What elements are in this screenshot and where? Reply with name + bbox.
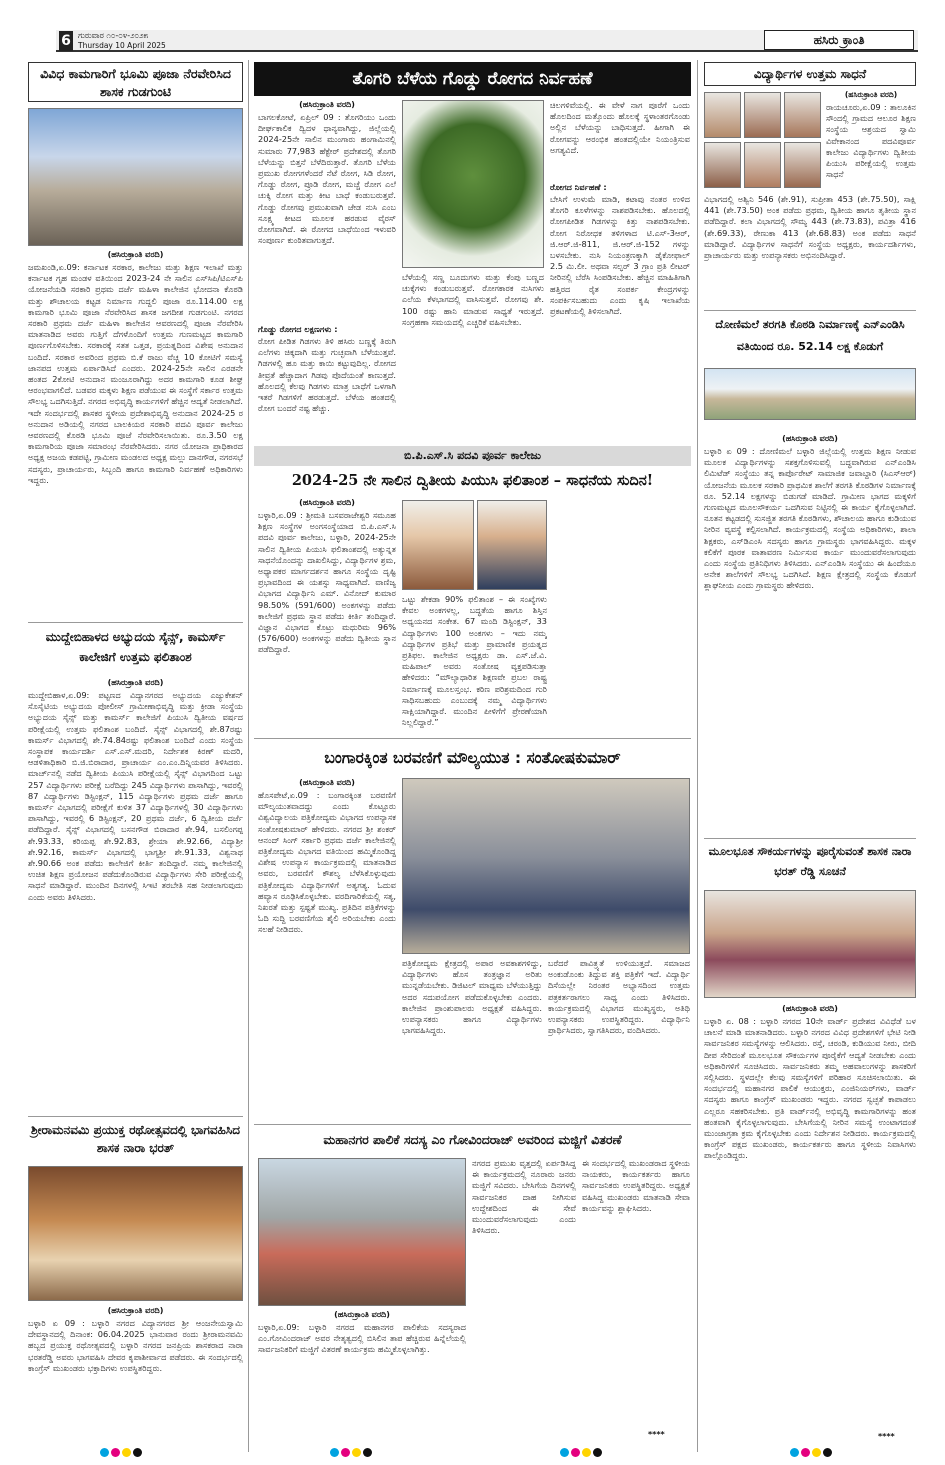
yellow-dot	[812, 1448, 821, 1457]
divider-f	[704, 838, 916, 839]
registration-dots-middle	[330, 1442, 374, 1461]
black-dot	[823, 1448, 832, 1457]
photo-mla-visit	[704, 890, 916, 998]
byline-a2: (ಹಸಿರುಕ್ರಾಂತಿ ವರದಿ)	[107, 678, 164, 687]
body-b2: ಒಟ್ಟು ಶೇಕಡಾ 90% ಫಲಿತಾಂಶ – ಈ ಸಂಖ್ಯೆಗಳು ಕೇವಲ ಅಂಕಗಳಲ್ಲ, ಬದ್ಧತೆಯ ಹಾಗೂ ಶಿಸ್ತಿನ ಅಧ್ಯಯನದ ಸಂಕೇತ. 67 ಮಂದಿ ಡಿಸ್ಟಿಂಕ್ಷನ್, 33 ವಿದ್ಯಾರ್ಥಿಗಳು 100 ಅಂಕಗಳು – ಇದು ನಮ್ಮ ವಿದ್ಯಾರ್ಥಿಗಳ ಪ್ರತಿಭೆ ಮತ್ತು ಪ್ರಾಮಾಣಿಕ ಪ್ರಯತ್ನದ ಪ್ರತಿಫಲ. ಕಾಲೇಜಿನ ಅಧ್ಯಕ್ಷರು ಡಾ. ಎಸ್.ಜೆ.ವಿ. ಮಹಿಪಾಲ್ ಅವರು ಸಂತೋಷ ವ್ಯಕ್ತಪಡಿಸುತ್ತಾ ಹೇಳಿದರು: “ಮೌಲ್ಯಾಧಾರಿತ ಶಿಕ್ಷಣವೇ ಪ್ರಬಲ ರಾಷ್ಟ್ರ ನಿರ್ಮಾಣಕ್ಕೆ ಮೂಲಸ್ತಂಭ. ಕಠಿಣ ಪರಿಶ್ರಮದಿಂದ ಗುರಿ ಸಾಧಿಸಬಹುದು ಎಂಬುದಕ್ಕೆ ನಮ್ಮ ವಿದ್ಯಾರ್ಥಿಗಳು ಸಾಕ್ಷಿಯಾಗಿದ್ದಾರೆ. ಮುಂದಿನ ಪೀಳಿಗೆಗೆ ಪ್ರೇರಣೆಯಾಗಿ ನಿಲ್ಲಲಿದ್ದಾರೆ.”	[402, 594, 547, 728]
body-d1: ಬಳ್ಳಾರಿ,ಏ.09: ಬಳ್ಳಾರಿ ನಗರದ ಮಹಾನಗರ ಪಾಲಿಕೆಯ ಸದಸ್ಯರಾದ ಎಂ.ಗೋವಿಂದರಾಜ್ ಅವರ ನೇತೃತ್ವದಲ್ಲಿ ಬಿಸಿಲಿನ ತಾಪ ಹೆಚ್ಚಿರುವ ಹಿನ್ನೆಲೆಯಲ್ಲಿ ಸಾರ್ವಜನಿಕರಿಗೆ ಮಜ್ಜಿಗೆ ವಿತರಣೆ ಕಾರ್ಯಕ್ರಮ ಹಮ್ಮಿಕೊಳ್ಳಲಾಗಿತ್ತು.	[258, 1322, 466, 1355]
body-b1: ಬಳ್ಳಾರಿ,ಏ.09 : ಶ್ರೀಮತಿ ಬಸವರಾಜೇಶ್ವರಿ ಸಮೂಹ ಶಿಕ್ಷಣ ಸಂಸ್ಥೆಗಳ ಅಂಗಸಂಸ್ಥೆಯಾದ ಬಿ.ಪಿ.ಎಸ್.ಸಿ ಪದವಿ ಪೂರ್ವ ಕಾಲೇಜು, ಬಳ್ಳಾರಿ, 2024-25ನೇ ಸಾಲಿನ ದ್ವಿತೀಯ ಪಿಯುಸಿ ಫಲಿತಾಂಶದಲ್ಲಿ ಅತ್ಯುನ್ನತ ಸಾಧನೆಯೊಂದನ್ನು ದಾಖಲಿಸಿದ್ದು, ವಿದ್ಯಾರ್ಥಿಗಳ ಶ್ರಮ, ಅಧ್ಯಾಪಕರ ಮಾರ್ಗದರ್ಶನ ಹಾಗೂ ಸಂಸ್ಥೆಯ ದೃಷ್ಟಿ ಪ್ರಭಾವದಿಂದ ಈ ಯಶಸ್ಸು ಸಾಧ್ಯವಾಗಿದೆ. ವಾಣಿಜ್ಯ ವಿಭಾಗದ ವಿದ್ಯಾರ್ಥಿನಿ ಎಮ್. ವಿನೋದ್ ಕುಮಾರ 98.50% (591/600) ಅಂಕಗಳನ್ನು ಪಡೆದು ಕಾಲೇಜಿಗೆ ಪ್ರಥಮ ಸ್ಥಾನ ಪಡೆದು ಕೀರ್ತಿ ತಂದಿದ್ದಾರೆ. ವಿಜ್ಞಾನ ವಿಭಾಗದ ಕೊಟ್ರು ಮಧುರಿಮ 96% (576/600) ಅಂಕಗಳನ್ನು ಪಡೆದು ದ್ವಿತೀಯ ಸ್ಥಾನ ಪಡೆದಿದ್ದಾರೆ.	[258, 510, 396, 655]
body-c2: ಪತ್ರಿಕೋದ್ಯಮ ಕ್ಷೇತ್ರದಲ್ಲಿ ಅಪಾರ ಅವಕಾಶಗಳಿದ್ದು, ವಿದ್ಯಾರ್ಥಿಗಳು ಹೊಸ ತಂತ್ರಜ್ಞಾನ ಅರಿತು ಮುನ್ನಡೆಯಬೇಕು. ಡಿಜಿಟಲ್ ಮಾಧ್ಯಮ ಬೆಳೆಯುತ್ತಿದ್ದು ಅದರ ಸದುಪಯೋಗ ಪಡೆದುಕೊಳ್ಳಬೇಕು ಎಂದರು. ಕಾಲೇಜಿನ ಪ್ರಾಂಶುಪಾಲರು ಅಧ್ಯಕ್ಷತೆ ವಹಿಸಿದ್ದರು. ಉಪನ್ಯಾಸಕರು ಹಾಗೂ ವಿದ್ಯಾರ್ಥಿಗಳು ಭಾಗವಹಿಸಿದ್ದರು.	[402, 958, 542, 1036]
cyan-dot	[560, 1448, 569, 1457]
byline-e: (ಹಸಿರುಕ್ರಾಂತಿ ವರದಿ)	[844, 90, 898, 99]
body-a1: ಜಮಖಂಡಿ,ಏ.09: ಕರ್ನಾಟಕ ಸರಕಾರ, ಕಾಲೇಜು ಮತ್ತು ಶಿಕ್ಷಣ ಇಲಾಖೆ ಮತ್ತು ಕರ್ನಾಟಕ ಗೃಹ ಮಂಡಳ ವತಿಯಿಂದ 2023-24 ನೇ ಸಾಲಿನ ಎಸ್‌ಸಿಪಿ/ಟಿಎಸ್‌ಪಿ ಯೋಜನೆಯಡಿ ಸರಕಾರಿ ಪ್ರಥಮ ದರ್ಜೆ ಮಹಿಳಾ ಕಾಲೇಜಿನ ಭೋದನಾ ಕೊಠಡಿ ಮತ್ತು ಶೌಚಾಲಯ ಕಟ್ಟಡ ನಿರ್ಮಾಣ ಗುದ್ದಲಿ ಪೂಜಾ ರೂ.114.00 ಲಕ್ಷ ಕಾಮಗಾರಿ ಭೂಮಿ ಪೂಜಾ ನೆರವೇರಿಸಿದ ಶಾಸಕ ಜಗದೀಶ ಗುಡಗುಂಟಿ. ನಗರದ ಸರಕಾರಿ ಪ್ರಥಮ ದರ್ಜೆ ಮಹಿಳಾ ಕಾಲೇಜಿನ ಆವರಣದಲ್ಲಿ ಪೂಜಾ ನೆರವೇರಿಸಿ ಮಾತನಾಡಿದ ಅವರು ಗುತ್ತಿಗೆ ದೆಗಳೊಂದಿಗೆ ಉತ್ತಮ ಗುಣಮಟ್ಟದ ಕಾಮಗಾರಿ ಪೂರ್ಣಗೊಳಿಸಬೇಕು. ಸರಕಾರಕ್ಕೆ ಸತತ ಒತ್ತಡ, ಪ್ರಯತ್ನದಿಂದ ವಿಶೇಷ ಅನುದಾನ ಬಂದಿದೆ. ಸರಕಾರ ಅವರಿಂದ ಪ್ರಥಮ ಬಿ.ಕೆ ರಾಜು ವೆಚ್ಚ 10 ಕೋಟಿಗೆ ಸಮಸ್ಯೆ ಜಾನಪದ ಉತ್ತಮ ಏರ್ಪಾಡಿಸಿದೆ ಎಂದರು. 2024-25ನೇ ಸಾಲಿನ ಎರಡನೇ ಹಂತದ 2ಕೋಟಿ ಅನುದಾನ ಮಂಜೂರಾಗಿದ್ದು ಅದರ ಕಾಮಗಾರಿ ಕೂಡ ಶೀಘ್ರ ಆರಂಭವಾಗಲಿದೆ. ಬಡವರ ಮಕ್ಕಳು ಶಿಕ್ಷಣ ಪಡೆಯುವ ಈ ಸಂಸ್ಥೆಗೆ ಸರ್ಕಾರ ಉತ್ತಮ ಸೌಲಭ್ಯ ಒದಗಿಸುತ್ತಿದೆ. ನಗರದ ಅಭಿವೃದ್ಧಿ ಕಾರ್ಯಗಳಿಗೆ ಹೆಚ್ಚಿನ ಆದ್ಯತೆ ನೀಡಲಾಗಿದೆ. ಇದೇ ಸಂದರ್ಭದಲ್ಲಿ ಶಾಸಕರ ಸ್ಥಳೀಯ ಪ್ರದೇಶಾಭಿವೃದ್ಧಿ ಅನುದಾನ 2024-25 ರ ಅನುದಾನ ಅಡಿಯಲ್ಲಿ ನಗರದ ಬಾಲಕಿಯರ ಸರಕಾರಿ ಪದವಿ ಪೂರ್ವ ಕಾಲೇಜು ಆವರಣದಲ್ಲಿ ಕೊಠಡಿ ಭೂಮಿ ಪೂಜೆ ನೆರವೇರಿಸಲಾಯಿತು. ರೂ.3.50 ಲಕ್ಷ ಕಾಮಗಾರಿಯ ಪೂಜಾ ಸಮಾರಂಭ ನೆರವೇರಿಸಿದರು. ನಗರ ಯೋಜನಾ ಪ್ರಾಧಿಕಾರದ ಅಧ್ಯಕ್ಷ ಅಜಯ ಕಡಪಟ್ಟಿ, ಗ್ರಾಮೀಣ ಮಂಡಲದ ಅಧ್ಯಕ್ಷ ಮಲ್ಲು ದಾನಗೌಡ, ನಗರಸಭೆ ಸದಸ್ಯರು, ಪ್ರಾಚಾರ್ಯರು, ಸಿಬ್ಬಂದಿ ಹಾಗೂ ಕಾಮಗಾರಿ ನಿರ್ವಹಣೆ ಅಧಿಕಾರಿಗಳು ಇದ್ದರು.	[28, 262, 243, 485]
magenta-dot	[571, 1448, 580, 1457]
magenta-dot	[111, 1448, 120, 1457]
body-m3: ಬೆಳೆಯಲ್ಲಿ ಸಣ್ಣ ಬೂದುಗಳು ಮತ್ತು ಕೆಂಪು ಬಣ್ಣದ ಚುಕ್ಕೆಗಳು ಕಂಡುಬರುತ್ತವೆ. ರೋಗಕಾರಕ ನುಸಿಗಳು ಎಲೆಯ ಕೆಳಭಾಗದಲ್ಲಿ ವಾಸಿಸುತ್ತವೆ. ರೋಗವು ಶೇ. 100 ರಷ್ಟು ಹಾನಿ ಮಾಡುವ ಸಾಧ್ಯತೆ ಇರುತ್ತದೆ. ಸಂಗ್ರಹಣಾ ಸಮಯದಲ್ಲಿ ಎಚ್ಚರಿಕೆ ವಹಿಸಬೇಕು.	[402, 272, 544, 327]
headline-muddebihal-college: ಮುದ್ದೇಬಿಹಾಳದ ಅಭ್ಯುದಯ ಸೈನ್ಸ್, ಕಾಮರ್ಸ್ ಕಾಲೇಜಿಗೆ ಉತ್ತಮ ಫಲಿತಾಂಶ	[45, 630, 226, 664]
registration-dots-left	[100, 1442, 144, 1461]
photo-togari-plant	[402, 100, 544, 268]
student-photo-3	[784, 92, 821, 138]
end-mark-g: ****	[878, 1432, 895, 1441]
photo-topper-student-2	[477, 500, 547, 590]
magenta-dot	[801, 1448, 810, 1457]
byline-a1: (ಹಸಿರುಕ್ರಾಂತಿ ವರದಿ)	[107, 250, 164, 259]
body-d2: ನಗರದ ಪ್ರಮುಖ ವೃತ್ತದಲ್ಲಿ ಏರ್ಪಡಿಸಿದ್ದ ಈ ಕಾರ್ಯಕ್ರಮದಲ್ಲಿ ನೂರಾರು ಜನರು ಮಜ್ಜಿಗೆ ಸವಿದರು. ಬೇಸಿಗೆಯ ದಿನಗಳಲ್ಲಿ ಸಾರ್ವಜನಿಕರ ದಾಹ ನೀಗಿಸುವ ಉದ್ದೇಶದಿಂದ ಈ ಸೇವೆ ಮುಂದುವರೆಸಲಾಗುವುದು ಎಂದು ತಿಳಿಸಿದರು.	[472, 1158, 576, 1236]
black-dot	[363, 1448, 372, 1457]
headline-writing-value: ಬಂಗಾರಕ್ಕಿಂತ ಬರವಣಿಗೆ ಮೌಲ್ಯಯುತ : ಸಂತೋಷಕುಮಾರ್	[324, 749, 621, 767]
body-m5: ಬೇಸಿಗೆ ಉಳುಮೆ ಮಾಡಿ, ಕಟಾವು ನಂತರ ಉಳಿದ ತೊಗರಿ ಕೂಳೆಗಳನ್ನು ನಾಶಪಡಿಸಬೇಕು. ಹೊಲದಲ್ಲಿ ರೋಗಪೀಡಿತ ಗಿಡಗಳನ್ನು ಕಿತ್ತು ನಾಶಪಡಿಸಬೇಕು. ರೋಗ ನಿರೋಧಕ ತಳಿಗಳಾದ ಟಿ.ಎಸ್-3ಆರ್, ಜಿ.ಆರ್.ಜಿ-811, ಜಿ.ಆರ್.ಜಿ-152 ಗಳನ್ನು ಬಳಸಬೇಕು. ನುಸಿ ನಿಯಂತ್ರಣಕ್ಕಾಗಿ ಡೈಕೋಫಾಲ್ 2.5 ಮಿ.ಲೀ. ಅಥವಾ ಸಲ್ಫರ್ 3 ಗ್ರಾಂ ಪ್ರತಿ ಲೀಟರ್ ನೀರಿನಲ್ಲಿ ಬೆರೆಸಿ ಸಿಂಪಡಿಸಬೇಕು. ಹೆಚ್ಚಿನ ಮಾಹಿತಿಗಾಗಿ ಹತ್ತಿರದ ರೈತ ಸಂಪರ್ಕ ಕೇಂದ್ರಗಳನ್ನು ಸಂಪರ್ಕಿಸಬಹುದು ಎಂದು ಕೃಷಿ ಇಲಾಖೆಯ ಪ್ರಕಟಣೆಯಲ್ಲಿ ತಿಳಿಸಲಾಗಿದೆ.	[550, 194, 690, 317]
headline-bhoomi-pooja: ವಿವಿಧ ಕಾಮಗಾರಿಗೆ ಭೂಮಿ ಪೂಜಾ ನೆರವೇರಿಸಿದ ಶಾಸಕ ಗುಡಗುಂಟಿ	[28, 62, 243, 102]
yellow-dot	[582, 1448, 591, 1457]
student-photo-1	[704, 92, 741, 138]
black-dot	[593, 1448, 602, 1457]
divider-a1	[28, 622, 243, 623]
photo-ramanavami	[28, 1166, 243, 1301]
body-f: ಬಳ್ಳಾರಿ ಏ 09 : ದೋಣಿಮಲೆ ಬಳ್ಳಾರಿ ಜಿಲ್ಲೆಯಲ್ಲಿ ಉತ್ತಮ ಶಿಕ್ಷಣ ನೀಡುವ ಮೂಲಕ ವಿದ್ಯಾರ್ಥಿಗಳನ್ನು ಸಶಕ್ತಗೊಳಿಸುವಲ್ಲಿ ಬದ್ಧವಾಗಿರುವ ಎನ್‌ಎಂಡಿಸಿ ಲಿಮಿಟೆಡ್ ಸಂಸ್ಥೆಯು ತನ್ನ ಕಾರ್ಪೊರೇಟ್ ಸಾಮಾಜಿಕ ಜವಾಬ್ದಾರಿ (ಸಿಎಸ್‌ಆರ್) ಯೋಜನೆಯ ಮೂಲಕ ಸರಕಾರಿ ಪ್ರಾಥಮಿಕ ಶಾಲೆಗೆ ತರಗತಿ ಕೊಠಡಿಗಳ ನಿರ್ಮಾಣಕ್ಕೆ ರೂ. 52.14 ಲಕ್ಷಗಳನ್ನು ಬಿಡುಗಡೆ ಮಾಡಿದೆ. ಗ್ರಾಮೀಣ ಭಾಗದ ಮಕ್ಕಳಿಗೆ ಗುಣಮಟ್ಟದ ಮೂಲಸೌಕರ್ಯ ಒದಗಿಸುವ ನಿಟ್ಟಿನಲ್ಲಿ ಈ ಕಾರ್ಯ ಕೈಗೊಳ್ಳಲಾಗಿದೆ. ನೂತನ ಕಟ್ಟಡದಲ್ಲಿ ಸುಸಜ್ಜಿತ ತರಗತಿ ಕೊಠಡಿಗಳು, ಶೌಚಾಲಯ ಹಾಗೂ ಕುಡಿಯುವ ನೀರಿನ ವ್ಯವಸ್ಥೆ ಕಲ್ಪಿಸಲಾಗಿದೆ. ಕಾರ್ಯಕ್ರಮದಲ್ಲಿ ಸಂಸ್ಥೆಯ ಅಧಿಕಾರಿಗಳು, ಶಾಲಾ ಶಿಕ್ಷಕರು, ಎಸ್‌ಡಿಎಂಸಿ ಸದಸ್ಯರು ಹಾಗೂ ಗ್ರಾಮಸ್ಥರು ಭಾಗವಹಿಸಿದ್ದರು. ಮಕ್ಕಳ ಕಲಿಕೆಗೆ ಪೂರಕ ವಾತಾವರಣ ನಿರ್ಮಿಸುವ ಕಾರ್ಯ ಮುಂದುವರೆಸಲಾಗುವುದು ಎಂದು ಸಂಸ್ಥೆಯ ಪ್ರತಿನಿಧಿಗಳು ತಿಳಿಸಿದರು. ಎನ್‌ಎಂಡಿಸಿ ಸಂಸ್ಥೆಯು ಈ ಹಿಂದೆಯೂ ಅನೇಕ ಶಾಲೆಗಳಿಗೆ ಸೌಲಭ್ಯ ಒದಗಿಸಿದೆ. ಶಿಕ್ಷಣ ಕ್ಷೇತ್ರದಲ್ಲಿ ಸಂಸ್ಥೆಯ ಕೊಡುಗೆ ಶ್ಲಾಘನೀಯ ಎಂದು ಗ್ರಾಮಸ್ಥರು ಹೇಳಿದರು.	[704, 446, 916, 591]
tag-bpsc-college: ಬಿ.ಪಿ.ಎಸ್.ಸಿ ಪದವಿ ಪೂರ್ವ ಕಾಲೇಜು	[254, 446, 691, 466]
byline-c: (ಹಸಿರುಕ್ರಾಂತಿ ವರದಿ)	[299, 778, 355, 787]
page-number: 6	[59, 31, 73, 51]
headline-basic-amenities: ಮೂಲಭೂತ ಸೌಕರ್ಯಗಳನ್ನು ಪೂರೈಸುವಂತೆ ಶಾಸಕ ನಾರಾ ಭರತ್ ರೆಡ್ಡಿ ಸೂಚನೆ	[708, 845, 912, 878]
body-g: ಬಳ್ಳಾರಿ ಏ. 08 : ಬಳ್ಳಾರಿ ನಗರದ 10ನೇ ವಾರ್ಡ್ ಪ್ರದೇಶದ ವಿವಿಧೆಡೆ ಬಳ ಚಾಲನೆ ಮಾಡಿ ಮಾತನಾಡಿದರು. ಬಳ್ಳಾರಿ ನಗರದ ವಿವಿಧ ಪ್ರದೇಶಗಳಿಗೆ ಭೇಟಿ ನೀಡಿ ಸಾರ್ವಜನಿಕರ ಸಮಸ್ಯೆಗಳನ್ನು ಆಲಿಸಿದರು. ರಸ್ತೆ, ಚರಂಡಿ, ಕುಡಿಯುವ ನೀರು, ಬೀದಿ ದೀಪ ಸೇರಿದಂತೆ ಮೂಲಭೂತ ಸೌಕರ್ಯಗಳ ಪೂರೈಕೆಗೆ ಆದ್ಯತೆ ನೀಡಬೇಕು ಎಂದು ಅಧಿಕಾರಿಗಳಿಗೆ ಸೂಚಿಸಿದರು. ಸಾರ್ವಜನಿಕರು ತಮ್ಮ ಅಹವಾಲುಗಳನ್ನು ಶಾಸಕರಿಗೆ ಸಲ್ಲಿಸಿದರು. ಸ್ಥಳದಲ್ಲೇ ಕೆಲವು ಸಮಸ್ಯೆಗಳಿಗೆ ಪರಿಹಾರ ಸೂಚಿಸಲಾಯಿತು. ಈ ಸಂದರ್ಭದಲ್ಲಿ ಮಹಾನಗರ ಪಾಲಿಕೆ ಆಯುಕ್ತರು, ಎಂಜಿನಿಯರ್‌ಗಳು, ವಾರ್ಡ್ ಸದಸ್ಯರು ಹಾಗೂ ಕಾಂಗ್ರೆಸ್ ಮುಖಂಡರು ಇದ್ದರು. ನಗರದ ಸ್ವಚ್ಛತೆ ಕಾಪಾಡಲು ಎಲ್ಲರೂ ಸಹಕರಿಸಬೇಕು. ಪ್ರತಿ ವಾರ್ಡ್‌ನಲ್ಲಿ ಅಭಿವೃದ್ಧಿ ಕಾಮಗಾರಿಗಳನ್ನು ಹಂತ ಹಂತವಾಗಿ ಕೈಗೊಳ್ಳಲಾಗುವುದು. ಬೇಸಿಗೆಯಲ್ಲಿ ನೀರಿನ ಸಮಸ್ಯೆ ಉಂಟಾಗದಂತೆ ಮುಂಜಾಗ್ರತಾ ಕ್ರಮ ಕೈಗೊಳ್ಳಬೇಕು ಎಂದು ನಿರ್ದೇಶನ ನೀಡಿದರು. ಕಾರ್ಯಕ್ರಮದಲ್ಲಿ ಕಾಂಗ್ರೆಸ್ ಪಕ್ಷದ ಮುಖಂಡರು, ಕಾರ್ಯಕರ್ತರು ಹಾಗೂ ಸ್ಥಳೀಯ ನಿವಾಸಿಗಳು ಪಾಲ್ಗೊಂಡಿದ್ದರು.	[704, 1016, 916, 1161]
cyan-dot	[330, 1448, 339, 1457]
byline-m: (ಹಸಿರುಕ್ರಾಂತಿ ವರದಿ)	[299, 100, 355, 109]
body-m2: ರೋಗ ಪೀಡಿತ ಗಿಡಗಳು ತಿಳಿ ಹಸಿರು ಬಣ್ಣಕ್ಕೆ ತಿರುಗಿ ಎಲೆಗಳು ಚಿಕ್ಕದಾಗಿ ಮತ್ತು ಗುಚ್ಛವಾಗಿ ಬೆಳೆಯುತ್ತವೆ. ಗಿಡಗಳಲ್ಲಿ ಹೂ ಮತ್ತು ಕಾಯಿ ಕಟ್ಟುವುದಿಲ್ಲ. ರೋಗದ ತೀವ್ರತೆ ಹೆಚ್ಚಾದಾಗ ಗಿಡವು ಪೊದೆಯಂತೆ ಕಾಣುತ್ತದೆ. ಹೊಲದಲ್ಲಿ ಕೆಲವು ಗಿಡಗಳು ಮಾತ್ರ ಬಾಧೆಗೆ ಒಳಗಾಗಿ ಇತರೆ ಗಿಡಗಳಿಗೆ ಹರಡುತ್ತದೆ. ಬೆಳೆಯ ಹಂತದಲ್ಲಿ ರೋಗ ಬಂದರೆ ನಷ್ಟ ಹೆಚ್ಚು.	[258, 336, 396, 414]
photo-buttermilk-event	[258, 1158, 466, 1306]
photo-bhoomi-pooja	[28, 108, 243, 246]
body-c3: ಬರೆದರೆ ಪಾವಿತ್ರ್ಯತೆ ಉಳಿಯುತ್ತದೆ. ಸಮಾಜದ ಅಂಕುಡೊಂಕು ತಿದ್ದುವ ಶಕ್ತಿ ಪತ್ರಿಕೆಗೆ ಇದೆ. ವಿದ್ಯಾರ್ಥಿ ದಿಸೆಯಲ್ಲೇ ನಿರಂತರ ಅಭ್ಯಾಸದಿಂದ ಉತ್ತಮ ಪತ್ರಕರ್ತರಾಗಲು ಸಾಧ್ಯ ಎಂದು ತಿಳಿಸಿದರು. ಕಾರ್ಯಕ್ರಮದಲ್ಲಿ ವಿಭಾಗದ ಮುಖ್ಯಸ್ಥರು, ಅತಿಥಿ ಉಪನ್ಯಾಸಕರು ಉಪಸ್ಥಿತರಿದ್ದರು. ವಿದ್ಯಾರ್ಥಿನಿ ಪ್ರಾರ್ಥಿಸಿದರು, ಸ್ವಾಗತಿಸಿದರು, ವಂದಿಸಿದರು.	[548, 958, 690, 1036]
photo-topper-student-1	[402, 500, 474, 590]
column-rule-2	[697, 60, 698, 1452]
subhead-symptoms: ಗೊಡ್ಡು ರೋಗದ ಲಕ್ಷಣಗಳು :	[258, 324, 338, 334]
column-rule-1	[248, 60, 249, 1452]
headline-students-achievement: ವಿದ್ಯಾರ್ಥಿಗಳ ಉತ್ತಮ ಸಾಧನೆ	[704, 62, 916, 86]
divider-b	[254, 738, 691, 739]
cyan-dot	[790, 1448, 799, 1457]
header-date-english: Thursday 10 April 2025	[78, 41, 166, 50]
body-e-side: ರಾಯಚೂರು,ಏ.09 : ತಾಲೂಕಿನ ಸೌಂದಲ್ಲಿ ಗ್ರಾಮದ ಆಲೂರ ಶಿಕ್ಷಣ ಸಂಸ್ಥೆಯ ಆಶ್ರಯದ ಸ್ವಾಮಿ ವಿವೇಕಾನಂದ ಪದವಿಪೂರ್ವ ಕಾಲೇಜು ವಿದ್ಯಾರ್ಥಿಗಳು ದ್ವಿತೀಯ ಪಿಯುಸಿ ಪರೀಕ್ಷೆಯಲ್ಲಿ ಉತ್ತಮ ಸಾಧನೆ	[826, 102, 916, 180]
subhead-management: ರೋಗದ ನಿರ್ವಹಣೆ :	[550, 182, 607, 192]
yellow-dot	[352, 1448, 361, 1457]
headline-puc-result: 2024-25 ನೇ ಸಾಲಿನ ದ್ವಿತೀಯ ಪಿಯುಸಿ ಫಲಿತಾಂಶ – ಸಾಧನೆಯ ಸುದಿನ!	[291, 472, 654, 489]
divider-a2	[28, 1116, 243, 1117]
headline-togari-crop: ತೊಗರಿ ಬೆಳೆಯ ಗೊಡ್ಡು ರೋಗದ ನಿರ್ವಹಣೆ	[254, 62, 691, 96]
body-d3: ಈ ಸಂದರ್ಭದಲ್ಲಿ ಮುಖಂಡರಾದ ಸ್ಥಳೀಯ ನಾಯಕರು, ಕಾರ್ಯಕರ್ತರು ಹಾಗೂ ಸಾರ್ವಜನಿಕರು ಉಪಸ್ಥಿತರಿದ್ದರು. ಅಧ್ಯಕ್ಷತೆ ವಹಿಸಿದ್ದ ಮುಖಂಡರು ಮಾತನಾಡಿ ಸೇವಾ ಕಾರ್ಯವನ್ನು ಶ್ಲಾಘಿಸಿದರು.	[582, 1158, 690, 1213]
byline-a3: (ಹಸಿರುಕ್ರಾಂತಿ ವರದಿ)	[107, 1306, 164, 1315]
byline-g: (ಹಸಿರುಕ್ರಾಂತಿ ವರದಿ)	[782, 1004, 838, 1013]
page-header	[56, 30, 918, 52]
divider-c	[254, 1124, 691, 1125]
byline-d: (ಹಸಿರುಕ್ರಾಂತಿ ವರದಿ)	[334, 1310, 390, 1319]
header-date-kannada: ಗುರುವಾರ ೧೦-೦೪-೨೦೨೫	[78, 31, 148, 40]
byline-b: (ಹಸಿರುಕ್ರಾಂತಿ ವರದಿ)	[299, 498, 355, 507]
black-dot	[133, 1448, 142, 1457]
headline-buttermilk-distribution: ಮಹಾನಗರ ಪಾಲಿಕೆ ಸದಸ್ಯ ಎಂ ಗೋವಿಂದರಾಜ್ ಅವರಿಂದ ಮಜ್ಜಿಗೆ ವಿತರಣೆ	[323, 1132, 622, 1147]
byline-f: (ಹಸಿರುಕ್ರಾಂತಿ ವರದಿ)	[782, 434, 838, 443]
headline-nmdc-classroom: ದೋಣಿಮಲೆ ತರಗತಿ ಕೊಠಡಿ ನಿರ್ಮಾಣಕ್ಕೆ ಎನ್‌ಎಂಡಿಸಿ ವತಿಯಿಂದ ರೂ. 52.14 ಲಕ್ಷ ಕೊಡುಗೆ	[715, 318, 905, 353]
student-photo-grid	[704, 92, 822, 188]
body-a2: ಮುದ್ದೇಬಿಹಾಳ,ಏ.09: ಪಟ್ಟಣದ ವಿದ್ಯಾನಗರದ ಅಭ್ಯುದಯ ಎಜ್ಯುಕೇಶನ್ ಸೊಸೈಟಿಯ ಅಭ್ಯುದಯ ಪೋಲೀಸ್ ಗ್ರಾಮೀಣಾಭಿವೃದ್ಧಿ ಮತ್ತು ಕ್ರೀಡಾ ಸಂಸ್ಥೆಯ ಅಭ್ಯುದಯ ಸೈನ್ಸ್ ಮತ್ತು ಕಾಮರ್ಸ್ ಕಾಲೇಜಿಗೆ ಪಿಯುಸಿ ದ್ವಿತೀಯ ವರ್ಷದ ಪರೀಕ್ಷೆಯಲ್ಲಿ ಉತ್ತಮ ಫಲಿತಾಂಶ ಬಂದಿದೆ. ಸೈನ್ಸ್ ವಿಭಾಗದಲ್ಲಿ ಶೇ.87ರಷ್ಟು ಕಾಮರ್ಸ್ ವಿಭಾಗದಲ್ಲಿ ಶೇ.74.84ರಷ್ಟು ಫಲಿತಾಂಶ ಬಂದಿದೆ ಎಂದು ಸಂಸ್ಥೆಯ ಸಂಸ್ಥಾಪಕ ಕಾರ್ಯದರ್ಶಿ ಎಸ್.ಎಸ್.ಮದರಿ, ನಿರ್ದೇಶಕ ಕಿರಣ್ ಮದರಿ, ಆಡಳಿತಾಧಿಕಾರಿ ಬಿ.ಜಿ.ಬಿರಾದಾರ, ಪ್ರಾಚಾರ್ಯ ಎಂ.ಎಂ.ದಿನ್ನಿಯವರ ತಿಳಿಸಿದರು. ಮಾರ್ಚ್‌ನಲ್ಲಿ ನಡೆದ ದ್ವಿತೀಯ ಪಿಯುಸಿ ಪರೀಕ್ಷೆಯಲ್ಲಿ ಸೈನ್ಸ್ ವಿಭಾಗದಿಂದ ಒಟ್ಟು 257 ವಿದ್ಯಾರ್ಥಿಗಳು ಪರೀಕ್ಷೆ ಬರೆದಿದ್ದು 245 ವಿದ್ಯಾರ್ಥಿಗಳು ಪಾಸಾಗಿದ್ದು, ಇವರಲ್ಲಿ 87 ವಿದ್ಯಾರ್ಥಿಗಳು ಡಿಸ್ಟಿಂಕ್ಷನ್, 115 ವಿದ್ಯಾರ್ಥಿಗಳು ಪ್ರಥಮ ದರ್ಜೆ ಹಾಗೂ ಕಾಮರ್ಸ್ ವಿಭಾಗದಲ್ಲಿ ಪರೀಕ್ಷೆಗೆ ಕುಳಿತ 37 ವಿದ್ಯಾರ್ಥಿಗಳಲ್ಲಿ 30 ವಿದ್ಯಾರ್ಥಿಗಳು ಪಾಸಾಗಿದ್ದು, ಇವರಲ್ಲಿ 6 ಡಿಸ್ಟಿಂಕ್ಷನ್, 20 ಪ್ರಥಮ ದರ್ಜೆ, 6 ದ್ವಿತೀಯ ದರ್ಜೆ ಪಡೆದಿದ್ದಾರೆ. ಸೈನ್ಸ್ ವಿಭಾಗದಲ್ಲಿ ಬಸನಗೌಡ ಬಿರಾದಾರ ಶೇ.94, ಬಸಲಿಂಗಪ್ಪ ಶೇ.93.33, ಕರಿಯಪ್ಪ ಶೇ.92.83, ಶ್ರೇಯಾ ಶೇ.92.66, ವಿದ್ಯಾಶ್ರೀ ಶೇ.92.16, ಕಾಮರ್ಸ್ ವಿಭಾಗದಲ್ಲಿ ಭಾಗ್ಯಶ್ರೀ ಶೇ.91.33, ವಿಶ್ವನಾಥ ಶೇ.90.66 ಅಂಕ ಪಡೆದು ಕಾಲೇಜಿಗೆ ಕೀರ್ತಿ ತಂದಿದ್ದಾರೆ. ನಮ್ಮ ಕಾಲೇಜಿನಲ್ಲಿ ಉಚಿತ ಶಿಕ್ಷಣ ಪ್ರಯೋಜನ ಪಡೆದುಕೊಂಡಿರುವ ವಿದ್ಯಾರ್ಥಿಗಳು ಸೇರಿ ಪರೀಕ್ಷೆಯಲ್ಲಿ ಸಾಧನೆ ಮಾಡಿದ್ದಾರೆ. ಮುಂದಿನ ದಿನಗಳಲ್ಲಿ ಸಿಇಟಿ ತರಬೇತಿ ಸಹ ನೀಡಲಾಗುವುದು ಎಂದು ಅವರು ತಿಳಿಸಿದರು.	[28, 690, 243, 902]
student-photo-2	[744, 92, 781, 138]
yellow-dot	[122, 1448, 131, 1457]
body-a3: ಬಳ್ಳಾರಿ ಏ 09 : ಬಳ್ಳಾರಿ ನಗರದ ವಿದ್ಯಾನಗರದ ಶ್ರೀ ಆಂಜನೇಯಸ್ವಾಮಿ ದೇವಸ್ಥಾನದಲ್ಲಿ ದಿನಾಂಕ: 06.04.2025 ಭಾನುವಾರ ರಂದು ಶ್ರೀರಾಮನವಮಿ ಹಬ್ಬದ ಪ್ರಯುಕ್ತ ರಥೋತ್ಸವದಲ್ಲಿ ಬಳ್ಳಾರಿ ನಗರದ ಜನಪ್ರಿಯ ಶಾಸಕರಾದ ನಾರಾ ಭರತರೆಡ್ಡಿ ಅವರು ಭಾಗವಹಿಸಿ ದೇವರ ಕೃಪಾಶೀರ್ವಾದ ಪಡೆದರು. ಈ ಸಂದರ್ಭದಲ್ಲಿ ಕಾಂಗ್ರೆಸ್ ಮುಖಂಡರು ಭಕ್ತಾದಿಗಳು ಉಪಸ್ಥಿತರಿದ್ದರು.	[28, 1318, 243, 1373]
student-photo-4	[704, 142, 741, 188]
body-m4: ಚಿಲಗಳಿವೆಯಲ್ಲಿ. ಈ ವೇಳೆ ನಾಗ ಪೂರೆಗೆ ಒಂದು ಹೊಲದಿಂದ ಮತ್ತೊಂದು ಹೊಲಕ್ಕೆ ಸ್ಥಳಾಂತರಗೊಂಡು ಅಲ್ಲಿನ ಬೆಳೆಯನ್ನು ಬಾಧಿಸುತ್ತದೆ. ಹೀಗಾಗಿ ಈ ರೋಗವನ್ನು ಆರಂಭಿಕ ಹಂತದಲ್ಲಿಯೇ ನಿಯಂತ್ರಿಸುವ ಅಗತ್ಯವಿದೆ.	[550, 100, 690, 155]
student-photo-5	[744, 142, 781, 188]
photo-school-building	[704, 368, 916, 420]
cyan-dot	[100, 1448, 109, 1457]
divider-e	[704, 310, 916, 311]
body-c1: ಹೊಸಪೇಟೆ,ಏ.09 : ಬಂಗಾರಕ್ಕಿಂತ ಬರವಣಿಗೆ ಮೌಲ್ಯಯುತವಾದದ್ದು ಎಂದು ಕೊಟ್ಟೂರು ವಿಶ್ವವಿದ್ಯಾಲಯ ಪತ್ರಿಕೋದ್ಯಮ ವಿಭಾಗದ ಉಪನ್ಯಾಸಕ ಸಂತೋಷಕುಮಾರ್ ಹೇಳಿದರು. ನಗರದ ಶ್ರೀ ಶಂಕರ್ ಆನಂದ್ ಸಿಂಗ್ ಸರ್ಕಾರಿ ಪ್ರಥಮ ದರ್ಜೆ ಕಾಲೇಜಿನಲ್ಲಿ ಪತ್ರಿಕೋದ್ಯಮ ವಿಭಾಗದ ವತಿಯಿಂದ ಹಮ್ಮಿಕೊಂಡಿದ್ದ ವಿಶೇಷ ಉಪನ್ಯಾಸ ಕಾರ್ಯಕ್ರಮದಲ್ಲಿ ಮಾತನಾಡಿದ ಅವರು, ಬರವಣಿಗೆ ಕೌಶಲ್ಯ ಬೆಳೆಸಿಕೊಳ್ಳುವುದು ಪತ್ರಿಕೋದ್ಯಮ ವಿದ್ಯಾರ್ಥಿಗಳಿಗೆ ಅತ್ಯಗತ್ಯ. ಓದುವ ಹವ್ಯಾಸ ರೂಢಿಸಿಕೊಳ್ಳಬೇಕು. ವರದಿಗಾರಿಕೆಯಲ್ಲಿ ಸತ್ಯ, ನಿಖರತೆ ಮತ್ತು ಸ್ಪಷ್ಟತೆ ಮುಖ್ಯ. ಪ್ರತಿದಿನ ಪತ್ರಿಕೆಗಳನ್ನು ಓದಿ ಸುದ್ದಿ ಬರವಣಿಗೆಯ ಶೈಲಿ ಅರಿಯಬೇಕು ಎಂದು ಸಲಹೆ ನೀಡಿದರು.	[258, 790, 396, 935]
magenta-dot	[341, 1448, 350, 1457]
body-m1: ಬಾಗಲಕೋಟೆ, ಏಪ್ರಿಲ್ 09 : ತೊಗರಿಯು ಒಂದು ದೀರ್ಘಕಾಲಿಕ ದ್ವಿದಳ ಧಾನ್ಯವಾಗಿದ್ದು, ಜಿಲ್ಲೆಯಲ್ಲಿ 2024-25ನೇ ಸಾಲಿನ ಮುಂಗಾರು ಹಂಗಾಮಿನಲ್ಲಿ ಸುಮಾರು 77,983 ಹೆಕ್ಟೇರ್ ಪ್ರದೇಶದಲ್ಲಿ ತೊಗರಿ ಬೆಳೆಯನ್ನು ಬಿತ್ತನೆ ಬೆಳೆದಿರುತ್ತಾರೆ. ತೊಗರಿ ಬೆಳೆಯ ಪ್ರಮುಖ ರೋಗಗಳೆಂದರೆ ನೆಟೆ ರೋಗ, ಸಿಡಿ ರೋಗ, ಗೊಡ್ಡು ರೋಗ, ಪ್ರೂಡಿ ರೋಗ, ಮಚ್ಚೆ ರೋಗ ಎಲೆ ಚುಕ್ಕಿ ರೋಗ ಮತ್ತು ಕೀಟ ಬಾಧೆ ಕಂಡುಬರುತ್ತವೆ. ಗೊಡ್ಡು ರೋಗವು ಪ್ರಮುಖವಾಗಿ ಜೇಡ ನುಸಿ ಎಂಬ ಸೂಕ್ಷ್ಮ ಕೀಟದ ಮೂಲಕ ಹರಡುವ ವೈರಸ್ ರೋಗವಾಗಿದೆ. ಈ ರೋಗದ ಬಾಧೆಯಿಂದ ಇಳುವರಿ ಸಂಪೂರ್ಣ ಕುಂಠಿತವಾಗುತ್ತದೆ.	[258, 112, 396, 246]
end-mark-d: ****	[648, 1430, 665, 1439]
photo-santhosh-event	[402, 778, 690, 954]
registration-dots-right	[560, 1442, 604, 1461]
student-photo-6	[784, 142, 821, 188]
brand-masthead: ಹಸಿರು ಕ್ರಾಂತಿ	[764, 30, 914, 50]
headline-ramanavami-rathotsava: ಶ್ರೀರಾಮನವಮಿ ಪ್ರಯುಕ್ತ ರಥೋತ್ಸವದಲ್ಲಿ ಭಾಗವಹಿಸಿದ ಶಾಸಕ ನಾರಾ ಭರತ್	[31, 1123, 240, 1155]
registration-dots-far-right	[790, 1442, 834, 1461]
body-e: ವಿಭಾಗದಲ್ಲಿ ಅಶ್ವಿನಿ 546 (ಶೇ.91), ಸುಪ್ರೀತಾ 453 (ಶೇ.75.50), ಸಾಕ್ಷಿ 441 (ಶೇ.73.50) ಅಂಕ ಪಡೆದು ಪ್ರಥಮ, ದ್ವಿತೀಯ ಹಾಗೂ ತೃತೀಯ ಸ್ಥಾನ ಪಡೆದಿದ್ದಾರೆ. ಕಲಾ ವಿಭಾಗದಲ್ಲಿ ಸೌಮ್ಯ 443 (ಶೇ.73.83), ಪವಿತ್ರಾ 416 (ಶೇ.69.33), ರೇಣುಕಾ 413 (ಶೇ.68.83) ಅಂಕ ಪಡೆದು ಸಾಧನೆ ಮಾಡಿದ್ದಾರೆ. ವಿದ್ಯಾರ್ಥಿಗಳ ಸಾಧನೆಗೆ ಸಂಸ್ಥೆಯ ಅಧ್ಯಕ್ಷರು, ಕಾರ್ಯದರ್ಶಿಗಳು, ಪ್ರಾಚಾರ್ಯರು ಮತ್ತು ಉಪನ್ಯಾಸಕರು ಅಭಿನಂದಿಸಿದ್ದಾರೆ.	[704, 194, 916, 261]
